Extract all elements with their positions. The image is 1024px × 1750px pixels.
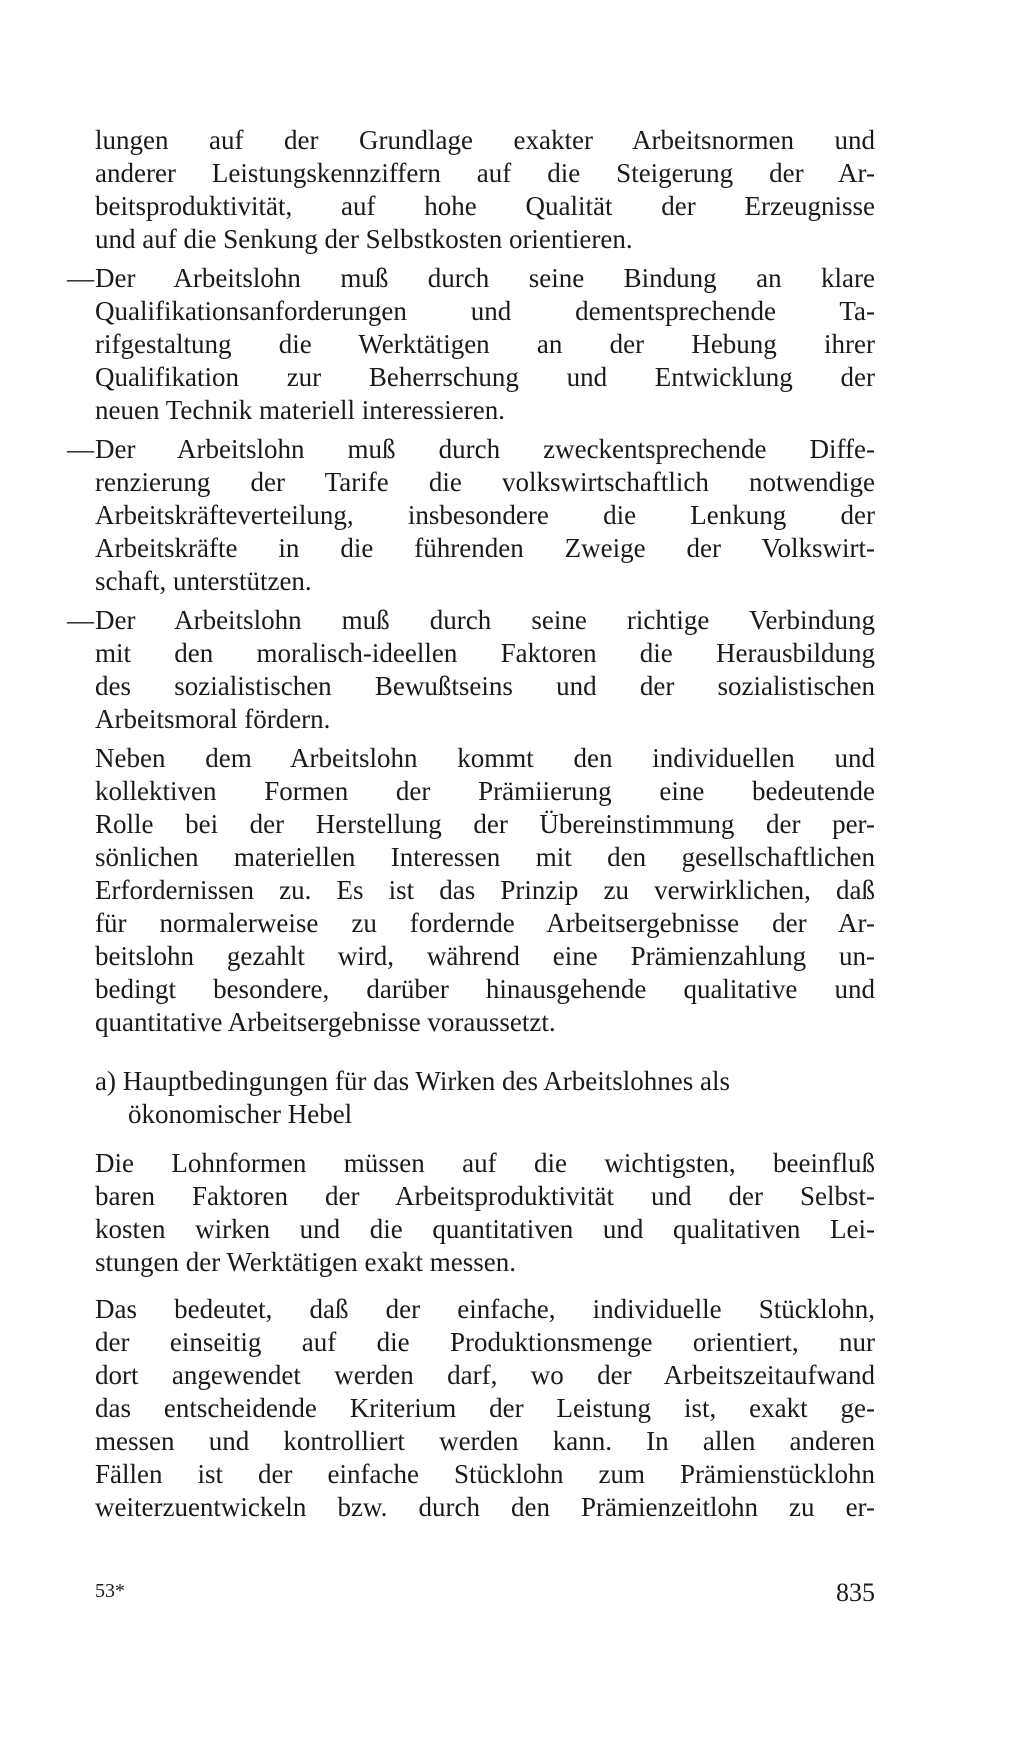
section-heading (95, 1065, 875, 1131)
text-line: Die Lohnformen müssen auf die wichtigsten, beeinfluß (95, 1148, 875, 1178)
text-line: —Der Arbeitslohn muß durch seine Bindung an klare (67, 263, 875, 293)
text-line: renzierung der Tarife die volkswirtschaftlich notwendige (95, 467, 875, 497)
paragraph-premium (95, 742, 875, 1039)
text-line: —Der Arbeitslohn muß durch seine richtige Verbindung (67, 605, 875, 635)
text-line: kollektiven Formen der Prämiierung eine bedeutende (95, 776, 875, 806)
heading-line: a) Hauptbedingungen für das Wirken des Arbeitslohnes als (95, 1066, 731, 1096)
text-line: mit den moralisch-ideellen Faktoren die Herausbildung (95, 638, 875, 668)
page-number: 835 (836, 1578, 875, 1607)
text-line: Rolle bei der Herstellung der Übereinstimmung der per- (95, 809, 875, 839)
text-line: bedingt besondere, darüber hinausgehende qualitative und (95, 974, 875, 1004)
dash-marker: — (67, 605, 94, 635)
text-line: Fällen ist der einfache Stücklohn zum Prämienstücklohn (95, 1459, 875, 1489)
heading-line: ökonomischer Hebel (128, 1099, 353, 1129)
text-line: des sozialistischen Bewußtseins und der sozialistischen (95, 671, 875, 701)
text-line: —Der Arbeitslohn muß durch zweckentsprechende Diffe- (67, 434, 875, 464)
text-line: kosten wirken und die quantitativen und qualitativen Lei- (95, 1214, 875, 1244)
text-line: Arbeitskräfte in die führenden Zweige der Volkswirt- (95, 533, 875, 563)
signature-mark: 53* (95, 1580, 125, 1602)
text-line: neuen Technik materiell interessieren. (95, 395, 505, 425)
text-line: und auf die Senkung der Selbstkosten orientieren. (95, 224, 633, 254)
text-line: rifgestaltung die Werktätigen an der Hebung ihrer (95, 329, 875, 359)
list-item-qualification (67, 262, 875, 427)
text-line: Arbeitskräfteverteilung, insbesondere die Lenkung der (95, 500, 875, 530)
body-text (67, 124, 875, 1524)
text-line: stungen der Werktätigen exakt messen. (95, 1247, 516, 1277)
text-line: der einseitig auf die Produktionsmenge orientiert, nur (95, 1327, 875, 1357)
text-line: schaft, unterstützen. (95, 566, 312, 596)
text-line: Das bedeutet, daß der einfache, individuelle Stücklohn, (95, 1294, 875, 1324)
list-item-moral (67, 604, 875, 736)
text-line: anderer Leistungskennziffern auf die Steigerung der Ar- (95, 158, 875, 188)
page-footer (95, 1578, 875, 1618)
text-line: beitslohn gezahlt wird, während eine Prämienzahlung un- (95, 941, 875, 971)
text-line: messen und kontrolliert werden kann. In allen anderen (95, 1426, 875, 1456)
text-line: dort angewendet werden darf, wo der Arbeitszeitaufwand (95, 1360, 875, 1390)
text-line: sönlichen materiellen Interessen mit den gesellschaftlichen (95, 842, 875, 872)
paragraph-wage-forms (95, 1147, 875, 1279)
list-continuation (95, 124, 875, 256)
text-line: Erfordernissen zu. Es ist das Prinzip zu verwirklichen, daß (95, 875, 875, 905)
text-line: weiterzuentwickeln bzw. durch den Prämienzeitlohn zu er- (95, 1492, 875, 1522)
text-line: Qualifikation zur Beherrschung und Entwicklung der (95, 362, 875, 392)
text-line: Arbeitsmoral fördern. (95, 704, 331, 734)
text-line: beitsproduktivität, auf hohe Qualität der Erzeugnisse (95, 191, 875, 221)
text-line: für normalerweise zu fordernde Arbeitsergebnisse der Ar- (95, 908, 875, 938)
text-line: Qualifikationsanforderungen und dementsprechende Ta- (95, 296, 875, 326)
dash-marker: — (67, 434, 94, 464)
text-line: Neben dem Arbeitslohn kommt den individuellen und (95, 743, 875, 773)
text-line: das entscheidende Kriterium der Leistung ist, exakt ge- (95, 1393, 875, 1423)
text-line: lungen auf der Grundlage exakter Arbeitsnormen und (95, 125, 875, 155)
dash-marker: — (67, 263, 94, 293)
text-line: baren Faktoren der Arbeitsproduktivität und der Selbst- (95, 1181, 875, 1211)
paragraph-piece-wage (95, 1293, 875, 1524)
list-item-tariffs (67, 433, 875, 598)
text-line: quantitative Arbeitsergebnisse voraussetzt. (95, 1007, 556, 1037)
